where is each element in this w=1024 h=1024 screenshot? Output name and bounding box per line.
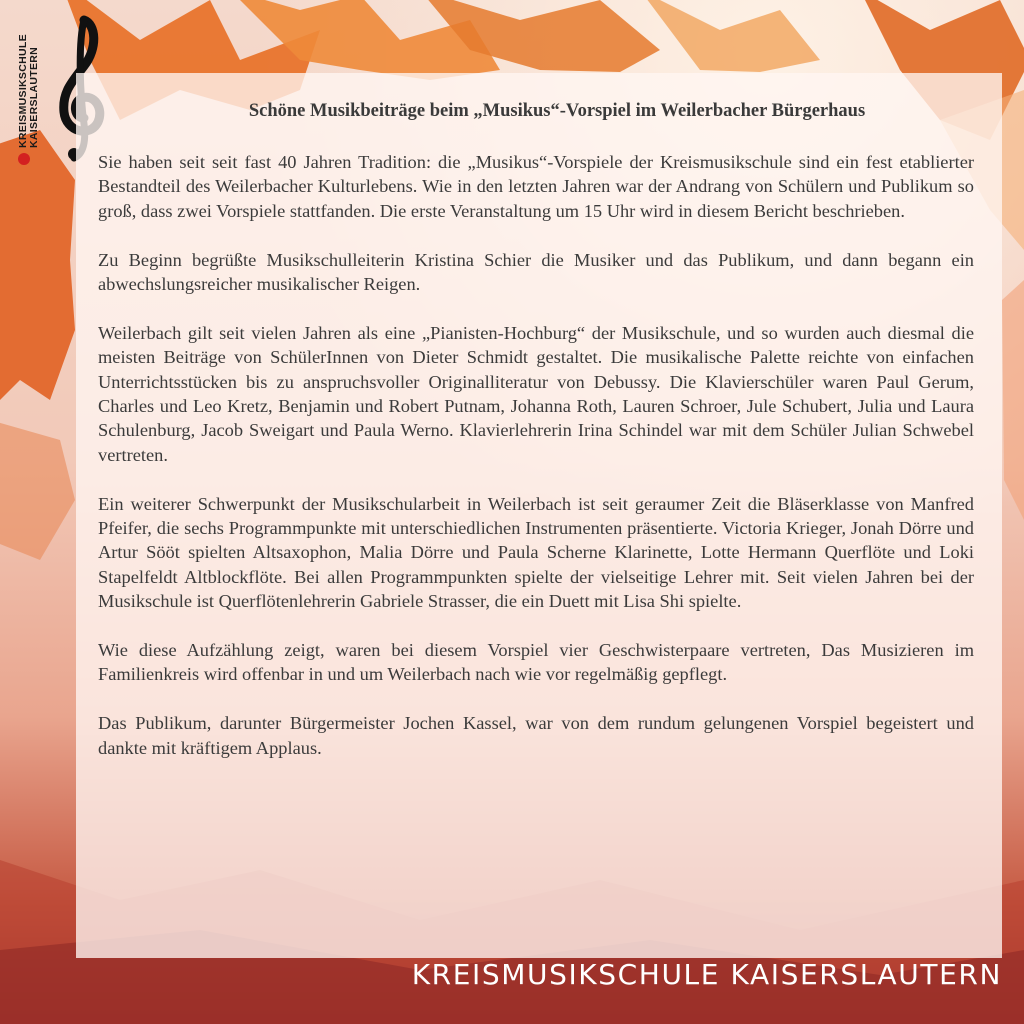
article-paragraph: Wie diese Aufzählung zeigt, waren bei diesem Vorspiel vier Geschwisterpaare vertreten, Das Musizieren im Familienkreis wird offenbar in und um Weilerbach nach wie vor regelmäßig gepflegt.	[98, 640, 974, 685]
article-paragraph: Ein weiterer Schwerpunkt der Musikschularbeit in Weilerbach ist seit geraumer Zeit die Bläserklasse von Manfred Pfeifer, die sechs Programmpunkte mit unterschiedlichen Instrumenten präsentierte. Victoria Krieger, Jonah Dörre und Artur Sööt spielten Altsaxophon, Malia Dörre und Paula Scherne Klarinette, Lotte Hermann Querflöte und Loki Stapelfeldt Altblockflöte. Bei allen Programmpunkten spielte der vielseitige Lehrer mit. Seit vielen Jahren bei der Musikschule ist Querflötenlehrerin Gabriele Strasser, die ein Duett mit Lisa Shi spielte.	[98, 493, 974, 612]
article-paragraph: Das Publikum, darunter Bürgermeister Jochen Kassel, war von dem rundum gelungenen Vorspiel begeistert und dankte mit kräftigem Applaus.	[98, 713, 974, 758]
article-paragraph: Zu Beginn begrüßte Musikschulleiterin Kristina Schier die Musiker und das Publikum, und dann begann ein abwechslungsreicher musikalischer Reigen.	[98, 249, 974, 295]
article-paragraph: Weilerbach gilt seit vielen Jahren als eine „Pianisten-Hochburg“ der Musikschule, und so wurden auch diesmal die meisten Beiträge von SchülerInnen von Dieter Schmidt gestaltet. Die musikalische Palette reichte von einfachen Unterrichtsstücken bis zu anspruchsvoller Originalliteratur von Debussy. Die Klavierschüler waren Paul Gerum, Charles und Leo Kretz, Benjamin und Robert Putnam, Johanna Roth, Lauren Schroer, Jule Schubert, Julia und Laura Schulenburg, Jacob Sweigart und Paula Werno. Klavierlehrerin Irina Schindel war mit dem Schüler Julian Schwebel vertreten.	[98, 322, 974, 465]
article-panel	[76, 73, 1002, 958]
article-body	[98, 150, 974, 784]
logo-text-line1: KREISMUSIKSCHULE	[17, 34, 29, 148]
article-title: Schöne Musikbeiträge beim „Musikus“-Vorspiel im Weilerbacher Bürgerhaus	[248, 101, 866, 121]
logo-text-line2: KAISERSLAUTERN	[28, 46, 40, 148]
footer-wordmark: KREISMUSIKSCHULE KAISERSLAUTERN	[411, 958, 1002, 991]
red-dot-icon	[18, 153, 30, 165]
logo-wordmark	[18, 18, 40, 148]
article-paragraph: Sie haben seit seit fast 40 Jahren Tradition: die „Musikus“-Vorspiele der Kreismusikschule sind ein fest etablierter Bestandteil des Weilerbacher Kulturlebens. Wie in den letzten Jahren war der Andrang von Schülern und Publikum so groß, dass zwei Vorspiele stattfanden. Die erste Veranstaltung um 15 Uhr wird in diesem Bericht beschrieben.	[98, 152, 974, 221]
